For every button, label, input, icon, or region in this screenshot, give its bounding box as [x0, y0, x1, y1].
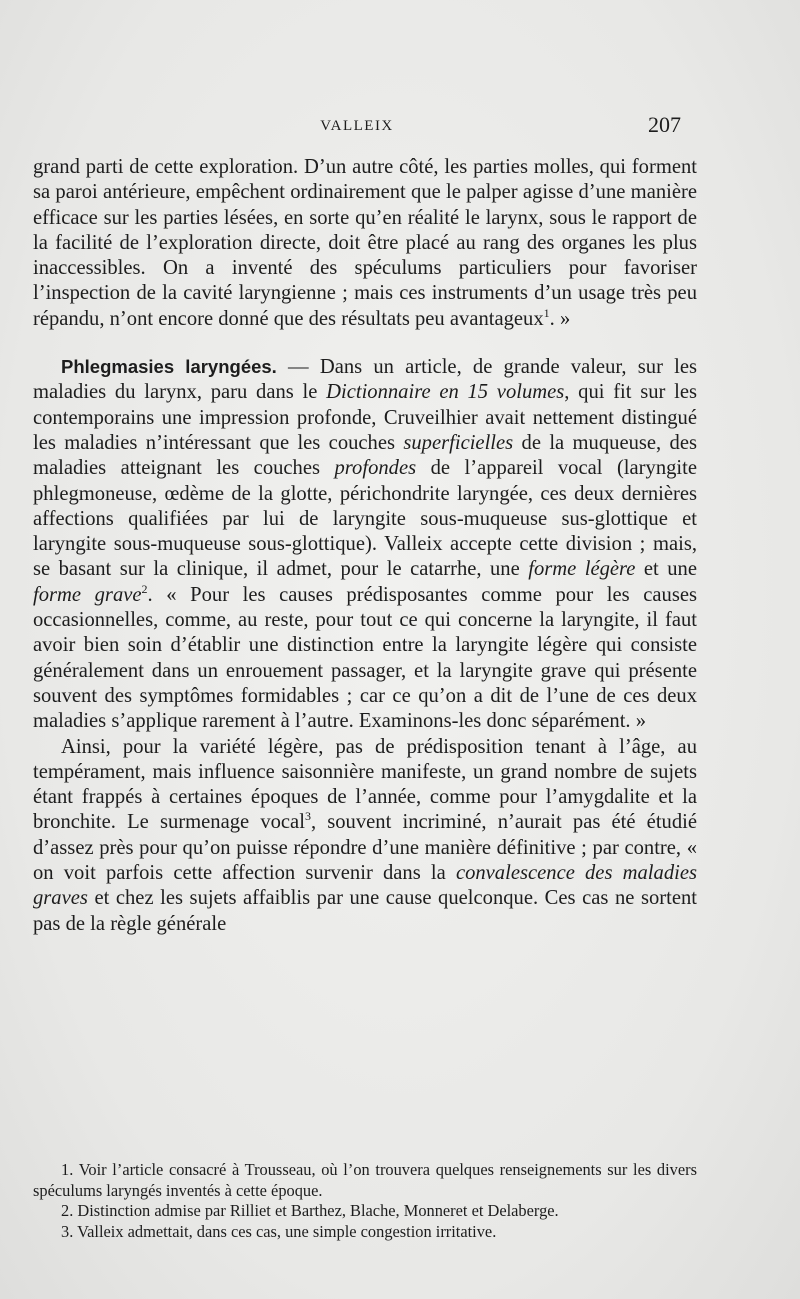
paragraph-1-end: . »	[549, 307, 571, 330]
paragraph-2	[33, 354, 697, 734]
p2-forme-legere: forme légère	[528, 558, 636, 581]
running-head: VALLEIX	[320, 118, 394, 134]
footnotes	[33, 1160, 697, 1242]
p2-profondes: profondes	[334, 457, 417, 480]
p2-text-f: . « Pour les causes prédisposantes comme pour les causes occasionnelles, comme, au reste, pour tout ce qui concerne la laryngite, il faut avoir bien soin d’établir une distinction entre la laryngite légère qui consiste généralement dans un enrouement passager, et la laryngite grave qui présente souvent des symptômes formidables ; car ce qu’on a dit de l’une de ces deux maladies s’applique rarement à l’autre. Examinons-les donc séparément. »	[33, 583, 698, 733]
p3-text-b: , souvent incriminé, n’aurait pas été étudié d’assez près pour qu’on puisse répondre d’une manière définitive ; par contre, « on voit parfois cette affection survenir dans la	[33, 811, 697, 885]
p2-text-d: de l’appareil vocal (laryngite phlegmoneuse, œdème de la glotte, périchondrite laryngée, ces deux dernières affections qualifiées par lui de laryngite sous-muqueuse sus-glottique et laryngite sous-muqueuse sous-glottique). Valleix accepte cette division ; mais, se basant sur la clinique, il admet, pour le catarrhe, une	[33, 457, 697, 581]
footnote-3: 3. Valleix admettait, dans ces cas, une simple congestion irritative.	[61, 1221, 497, 1241]
paragraph-1	[33, 155, 697, 332]
paragraph-1-text: grand parti de cette exploration. D’un autre côté, les parties molles, qui forment sa paroi antérieure, empêchent ordinairement que le palper agisse d’une manière efficace sur les parties lésées, en sorte qu’en réalité le larynx, sous le rapport de la facilité de l’exploration directe, doit être placé au rang des organes les plus inaccessibles. On a inventé des spéculums particuliers pour favoriser l’inspection de la cavité laryngienne ; mais ces instruments d’un usage très peu répandu, n’ont encore donné que des résultats peu avantageux	[33, 156, 697, 330]
p3-convalescence: convalescence des maladies graves	[33, 862, 697, 910]
p3-text-a: Ainsi, pour la variété légère, pas de prédisposition tenant à l’âge, au tempérament, mais influence saisonnière manifeste, un grand nombre de sujets étant frappés à certaines époques de l’année, comme pour l’amygdalite et la bronchite. Le surmenage vocal	[33, 735, 697, 834]
body-text	[33, 155, 697, 937]
p2-text-a: — Dans un article, de grande valeur, sur les maladies du larynx, paru dans le	[33, 356, 697, 404]
page-header	[33, 112, 681, 142]
footnote-ref-2: 2	[141, 581, 148, 596]
footnote-1: 1. Voir l’article consacré à Trousseau, où l’on trouvera quelques renseignements sur les divers spéculums laryngés inventés à cette époque.	[33, 1160, 697, 1200]
p3-text-c: et chez les sujets affaiblis par une cause quelconque. Ces cas ne sortent pas de la règle générale	[33, 887, 697, 935]
footnote-ref-1: 1	[543, 305, 550, 320]
page-number: 207	[648, 112, 681, 137]
paragraph-3	[33, 735, 697, 937]
p2-text-e: et une	[635, 558, 697, 581]
p2-text-c: de la muqueuse, des maladies atteignant les couches	[33, 431, 697, 480]
p2-superficielles: superficielles	[403, 431, 514, 454]
footnote-2: 2. Distinction admise par Rilliet et Barthez, Blache, Monneret et Delaberge.	[61, 1201, 559, 1220]
p2-forme-grave: forme grave	[33, 583, 142, 606]
p2-text-b: , qui fit sur les contemporains une impression profonde, Cruveilhier avait nettement distingué les maladies n’intéressant que les couches	[33, 381, 697, 454]
section-heading: Phlegmasies laryngées.	[61, 356, 277, 378]
footnote-ref-3: 3	[304, 809, 311, 824]
p2-dictionnaire: Dictionnaire en 15 volumes	[326, 381, 565, 404]
